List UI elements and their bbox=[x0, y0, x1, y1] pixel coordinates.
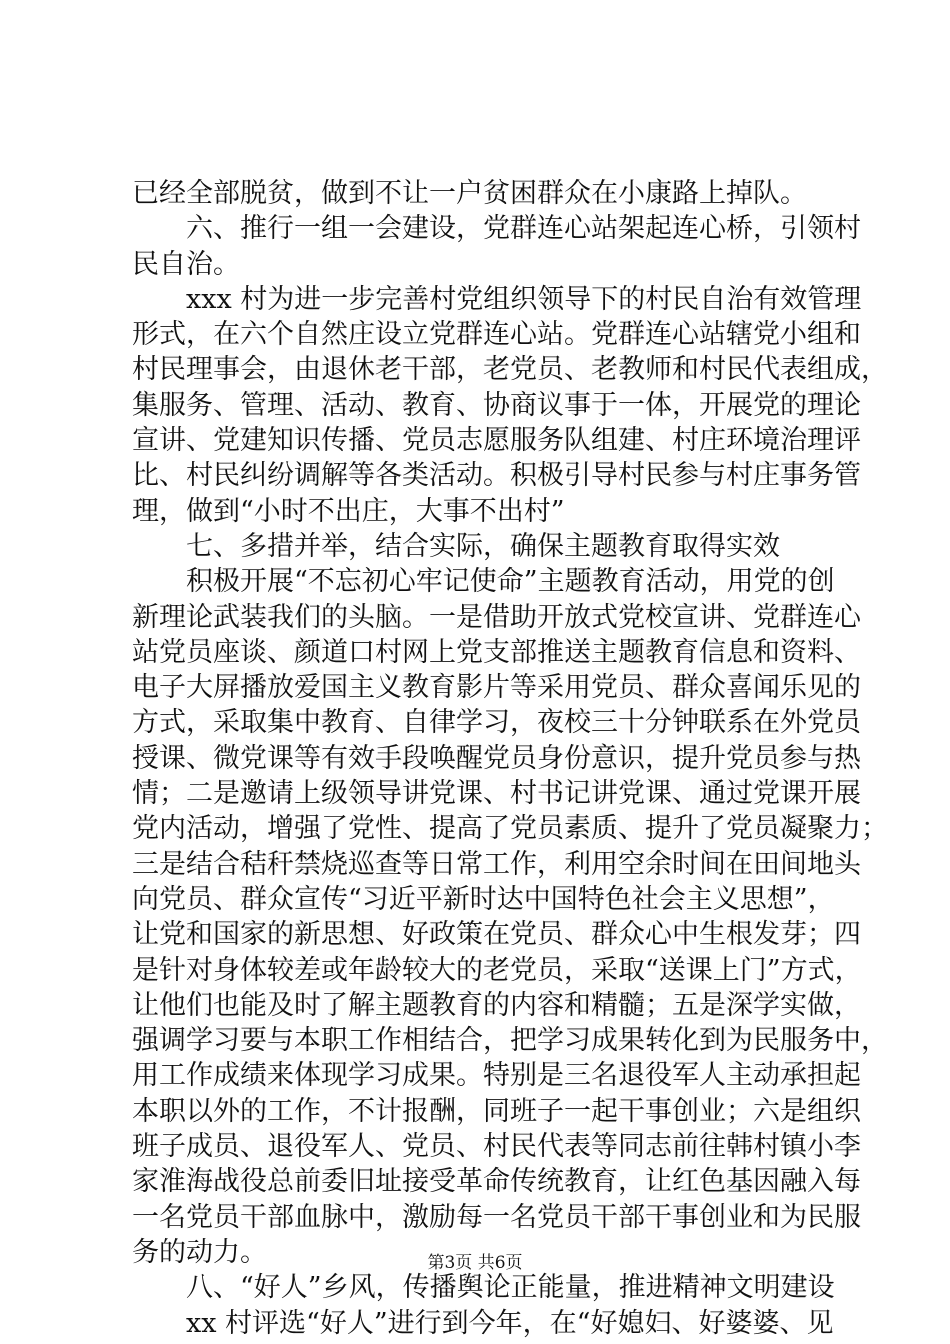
text-line: 务的动力。 bbox=[132, 1236, 267, 1268]
text-line: 村民理事会，由退休老干部，老党员、老教师和村民代表组成， bbox=[132, 354, 888, 386]
text-line: 方式，采取集中教育、自律学习，夜校三十分钟联系在外党员 bbox=[132, 707, 861, 739]
text-line: 三是结合秸秆禁烧巡查等日常工作，利用空余时间在田间地头 bbox=[132, 848, 861, 880]
text-line: 民自治。 bbox=[132, 248, 240, 280]
text-line: 电子大屏播放爱国主义教育影片等采用党员、群众喜闻乐见的 bbox=[132, 672, 861, 704]
text-line: 新理论武装我们的头脑。一是借助开放式党校宣讲、党群连心 bbox=[132, 601, 861, 633]
document-body bbox=[132, 176, 888, 1341]
text-line: 班子成员、退役军人、党员、村民代表等同志前往韩村镇小李 bbox=[132, 1131, 861, 1163]
text-line: 情；二是邀请上级领导讲党课、村书记讲党课、通过党课开展 bbox=[132, 778, 861, 810]
text-line: 授课、微党课等有效手段唤醒党员身份意识，提升党员参与热 bbox=[132, 742, 861, 774]
text-line: 本职以外的工作，不计报酬，同班子一起干事创业；六是组织 bbox=[132, 1095, 861, 1127]
text-line: 已经全部脱贫，做到不让一户贫困群众在小康路上掉队。 bbox=[132, 178, 807, 209]
text-line: 理，做到“小时不出庄，大事不出村” bbox=[132, 495, 565, 527]
text-line: 七、多措并举，结合实际，确保主题教育取得实效 bbox=[186, 530, 780, 562]
text-line: 家淮海战役总前委旧址接受革命传统教育，让红色基因融入每 bbox=[132, 1166, 861, 1198]
text-line: 强调学习要与本职工作相结合，把学习成果转化到为民服务中， bbox=[132, 1025, 888, 1057]
text-line: 党内活动，增强了党性、提高了党员素质、提升了党员凝聚力； bbox=[132, 813, 888, 845]
text-line: 集服务、管理、活动、教育、协商议事于一体，开展党的理论 bbox=[132, 389, 861, 421]
text-line: xx 村评选“好人”进行到今年，在“好媳妇、好婆婆、见 bbox=[186, 1307, 834, 1339]
text-line: 八、“好人”乡风，传播舆论正能量，推进精神文明建设 bbox=[186, 1272, 835, 1304]
text-line: 让他们也能及时了解主题教育的内容和精髓；五是深学实做， bbox=[132, 989, 861, 1021]
text-line: 六、推行一组一会建设，党群连心站架起连心桥，引领村 bbox=[186, 213, 861, 245]
text-line: 一名党员干部血脉中，激励每一名党员干部干事创业和为民服 bbox=[132, 1201, 861, 1233]
text-line: 形式，在六个自然庄设立党群连心站。党群连心站辖党小组和 bbox=[132, 319, 861, 351]
text-line: 是针对身体较差或年龄较大的老党员，采取“送课上门”方式， bbox=[132, 954, 862, 986]
text-line: 向党员、群众宣传“习近平新时达中国特色社会主义思想”， bbox=[132, 883, 835, 915]
text-line: 用工作成绩来体现学习成果。特别是三名退役军人主动承担起 bbox=[132, 1060, 861, 1092]
text-line: 让党和国家的新思想、好政策在党员、群众心中生根发芽；四 bbox=[132, 919, 861, 951]
text-line: 比、村民纠纷调解等各类活动。积极引导村民参与村庄事务管 bbox=[132, 460, 861, 492]
text-line: 宣讲、党建知识传播、党员志愿服务队组建、村庄环境治理评 bbox=[132, 425, 861, 457]
text-line: 站党员座谈、颜道口村网上党支部推送主题教育信息和资料、 bbox=[132, 636, 861, 668]
text-line: xxx 村为进一步完善村党组织领导下的村民自治有效管理 bbox=[186, 283, 862, 315]
page-footer: 第3页 共6页 bbox=[427, 1253, 523, 1273]
text-line: 积极开展“不忘初心牢记使命”主题教育活动，用党的创 bbox=[186, 566, 835, 598]
